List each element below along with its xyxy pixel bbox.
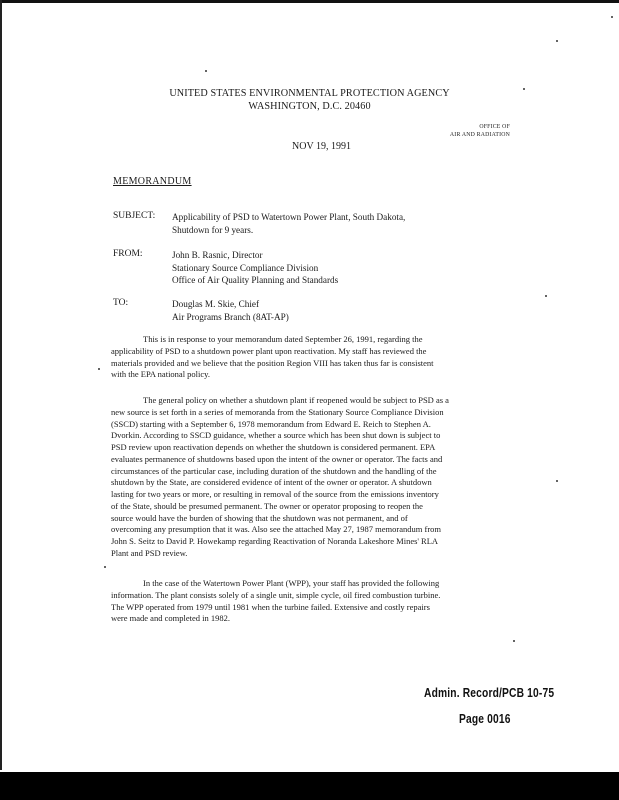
paragraph-3 — [111, 578, 509, 625]
subject-value — [172, 211, 405, 236]
paragraph-line: evaluates permanence of shutdowns based upon the intent of the owner or operator. The facts and — [111, 453, 443, 464]
memo-title: MEMORANDUM — [113, 176, 192, 187]
paragraph-line: applicability of PSD to a shutdown power plant upon reactivation. My staff has reviewed the — [111, 345, 427, 356]
from-value — [172, 249, 338, 287]
from-line-2: Stationary Source Compliance Division — [172, 262, 319, 273]
paragraph-line: In the case of the Watertown Power Plant (WPP), your staff has provided the following — [143, 578, 440, 588]
paragraph-2 — [111, 395, 509, 560]
paragraph-line: source would have the burden of showing that the shutdown was not permanent, and of — [111, 512, 408, 523]
to-line-1: Douglas M. Skie, Chief — [172, 299, 260, 309]
scan-border-top — [0, 0, 619, 3]
memo-date: NOV 19, 1991 — [292, 141, 351, 152]
paragraph-line: new source is set forth in a series of memoranda from the Stationary Source Compliance Division — [111, 406, 444, 417]
subject-line-2: Shutdown for 9 years. — [172, 224, 254, 235]
to-label: TO: — [113, 298, 129, 308]
paragraph-line: materials provided and we believe that the position Region VIII has taken thus far is consistent — [111, 357, 434, 368]
paragraph-line: lasting for two years or more, or resulting in removal of the source from the emissions inventory — [111, 489, 439, 499]
from-label: FROM: — [113, 249, 143, 259]
paragraph-line: The WPP operated from 1979 until 1981 when the turbine failed. Extensive and costly repairs — [111, 601, 430, 612]
paragraph-line: with the EPA national policy. — [111, 369, 211, 380]
scan-speck — [611, 16, 613, 18]
from-line-3: Office of Air Quality Planning and Standards — [172, 275, 339, 285]
from-line-1: John B. Rasnic, Director — [172, 250, 263, 260]
page-number-stamp: Page 0016 — [459, 712, 511, 726]
scan-speck — [523, 88, 525, 90]
paragraph-line: The general policy on whether a shutdown plant if reopened would be subject to PSD as a — [143, 395, 449, 405]
subject-label: SUBJECT: — [113, 211, 156, 221]
subject-line-1: Applicability of PSD to Watertown Power Plant, South Dakota, — [172, 212, 406, 222]
scan-speck — [104, 566, 106, 568]
paragraph-line: This is in response to your memorandum dated September 26, 1991, regarding the — [143, 334, 423, 344]
scan-speck — [205, 70, 207, 72]
paragraph-line: information. The plant consists solely of a single unit, simple cycle, oil fired combustion turbine. — [111, 589, 441, 600]
paragraph-line: PSD review upon reactivation depends on whether the shutdown is considered permanent. EPA — [111, 442, 436, 452]
to-value — [172, 298, 289, 323]
paragraph-line: were made and completed in 1982. — [111, 613, 230, 624]
agency-name: UNITED STATES ENVIRONMENTAL PROTECTION AGENCY — [169, 88, 450, 99]
scan-speck — [98, 368, 100, 370]
scan-border-bottom — [0, 772, 619, 800]
paragraph-1 — [111, 334, 509, 381]
paragraph-line: overcoming any presumption that it was. Also see the attached May 27, 1987 memorandum from — [111, 524, 442, 535]
scan-border-left — [0, 0, 2, 770]
paragraph-line: of the State, should be presumed permanent. The owner or operator proposing to reopen the — [111, 500, 423, 511]
office-line-2: AIR AND RADIATION — [449, 132, 510, 138]
paragraph-line: circumstances of the particular case, including duration of the shutdown and the handling of the — [111, 465, 437, 476]
to-line-2: Air Programs Branch (8AT-AP) — [172, 311, 289, 322]
scan-speck — [545, 295, 547, 297]
scan-speck — [513, 640, 515, 642]
paragraph-line: (SSCD) starting with a September 6, 1978 memorandum from Edward E. Reich to Stephen A. — [111, 418, 431, 429]
admin-record-stamp: Admin. Record/PCB 10-75 — [424, 686, 555, 700]
agency-address: WASHINGTON, D.C. 20460 — [248, 101, 371, 112]
paragraph-line: Plant and PSD review. — [111, 547, 188, 558]
paragraph-line: Dvorkin. According to SSCD guidance, whether a source which has been shut down is subject to — [111, 430, 441, 441]
paragraph-line: John S. Seitz to David P. Howekamp regarding Reactivation of Noranda Lakeshore Mines' RLA — [111, 536, 439, 546]
scan-speck — [556, 480, 558, 482]
scan-speck — [556, 40, 558, 42]
office-line-1: OFFICE OF — [479, 124, 510, 130]
paragraph-line: shutdown by the State, are considered evidence of intent of the owner or operator. A shutdown — [111, 477, 432, 488]
